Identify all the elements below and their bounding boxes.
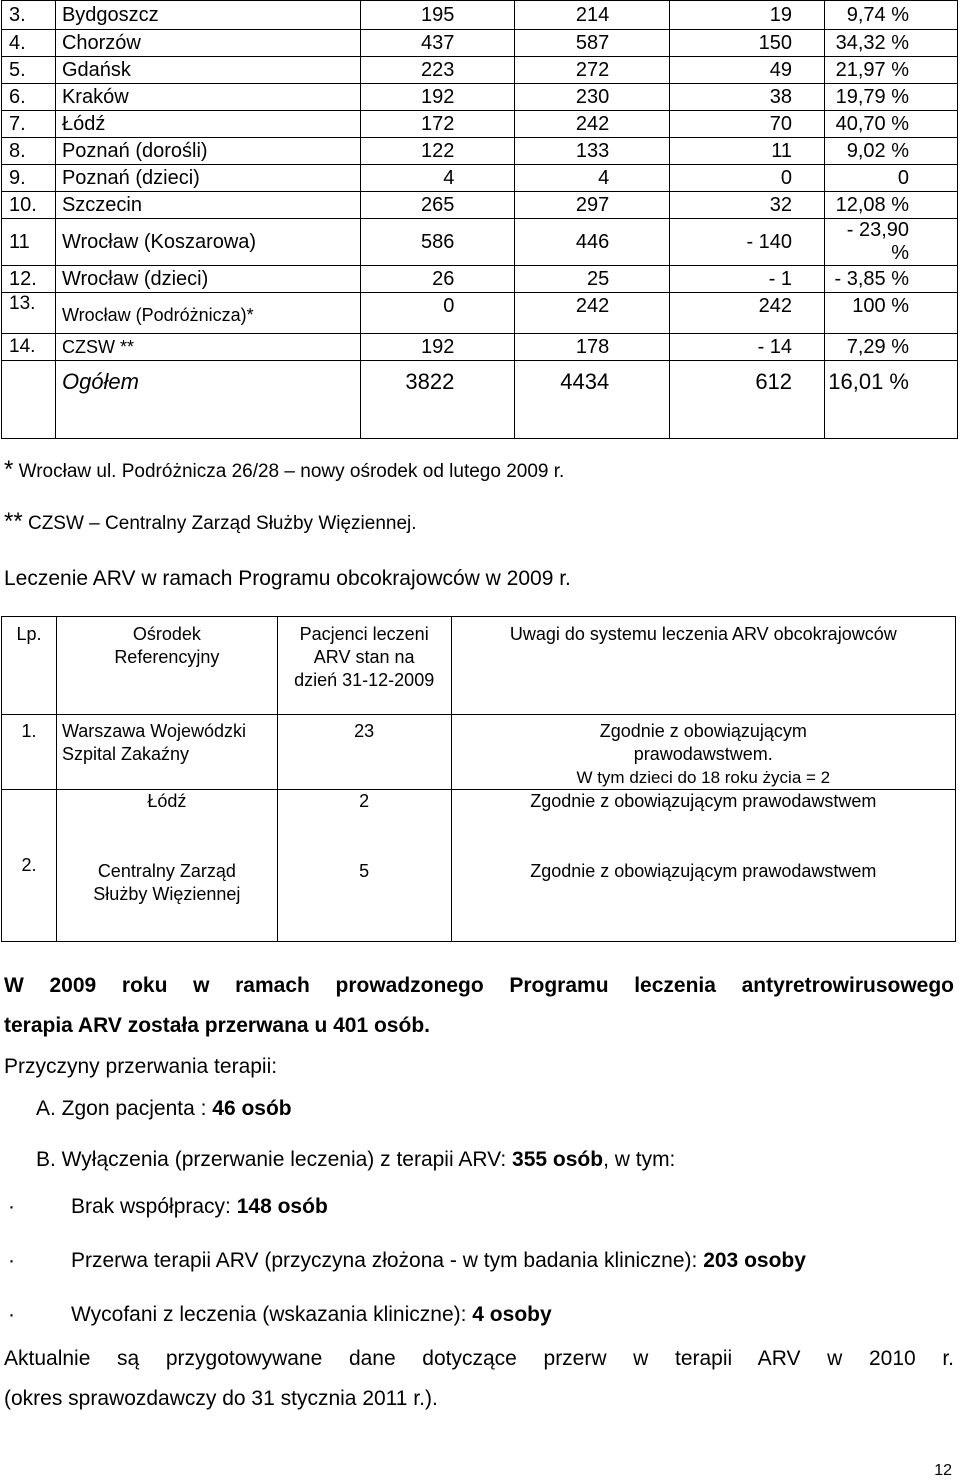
cell-value-diff: - 1 (670, 266, 825, 293)
cell-total-diff: 612 (670, 361, 825, 439)
table-row (2, 30, 958, 57)
cell-value-pct: 34,32 % (825, 30, 958, 57)
cell-value-2009: 172 (360, 111, 515, 138)
section-heading: Leczenie ARV w ramach Programu obcokrajowców w 2009 r. (4, 567, 571, 590)
footnote-1-text: Wrocław ul. Podróżnicza 26/28 – nowy ośrodek od lutego 2009 r. (18, 461, 565, 482)
cell-name: Gdańsk (55, 57, 360, 84)
cell-value-2010: 587 (515, 30, 670, 57)
cell-name: CZSW ** (55, 334, 360, 361)
cell-value-2009: 4 (360, 165, 515, 192)
row1-uwagi: Zgodnie z obowiązującym prawodawstwem. W tym dzieci do 18 roku życia = 2 (451, 715, 955, 790)
cell-value-pct: 0 (825, 165, 958, 192)
cell-lp: 11 (2, 219, 56, 266)
cell-total-pct: 16,01 % (825, 361, 958, 439)
table-row (2, 138, 958, 165)
cell-value-pct: - 23,90 % (825, 219, 958, 266)
cell-value-2009: 26 (360, 266, 515, 293)
causes-title: Przyczyny przerwania terapii: (4, 1055, 278, 1078)
cell-value-pct: 9,74 % (825, 1, 958, 30)
cell-value-2010: 297 (515, 192, 670, 219)
table-row (2, 192, 958, 219)
cell-value-pct: 7,29 % (825, 334, 958, 361)
cell-total-2009: 3822 (360, 361, 515, 439)
cell-name: Szczecin (55, 192, 360, 219)
cell-value-2010: 242 (515, 293, 670, 334)
cell-total-label: Ogółem (55, 361, 360, 439)
cell-value-2010: 178 (515, 334, 670, 361)
cell-lp: 3. (2, 1, 56, 30)
header-lp: Lp. (2, 617, 57, 715)
cell-value-pct: - 3,85 % (825, 266, 958, 293)
table2-header-row (2, 617, 956, 715)
cell-value-pct: 21,97 % (825, 57, 958, 84)
cell-value-2010: 446 (515, 219, 670, 266)
closing-line-2: (okres sprawozdawczy do 31 stycznia 2011 r.). (4, 1387, 438, 1410)
cell-lp: 6. (2, 84, 56, 111)
cell-value-2010: 133 (515, 138, 670, 165)
cause-item-2: · Przerwa terapii ARV (przyczyna złożona - w tym badania kliniczne): 203 osoby (8, 1249, 806, 1272)
summary-line-2: terapia ARV została przerwana u 401 osób. (4, 1014, 430, 1037)
header-osrodek: Ośrodek Referencyjny (56, 617, 277, 715)
row1-lp: 1. (2, 715, 57, 790)
cell-value-diff: 0 (670, 165, 825, 192)
cell-value-diff: 32 (670, 192, 825, 219)
hospital-stats-table (1, 0, 958, 439)
cell-name: Wrocław (Koszarowa) (55, 219, 360, 266)
row2-osrodek: Łódź Centralny Zarząd Służby Więziennej (56, 790, 277, 942)
cell-name: Chorzów (55, 30, 360, 57)
total-row (2, 361, 958, 439)
cell-lp: 5. (2, 57, 56, 84)
cell-value-2010: 230 (515, 84, 670, 111)
cell-value-pct: 19,79 % (825, 84, 958, 111)
row2-uwagi: Zgodnie z obowiązującym prawodawstwem Zgodnie z obowiązującym prawodawstwem (451, 790, 955, 942)
table-row (2, 165, 958, 192)
cell-lp: 8. (2, 138, 56, 165)
cell-blank (2, 361, 56, 439)
cell-value-2009: 122 (360, 138, 515, 165)
footnote-2-mark: ** (4, 508, 23, 535)
cause-b: B. Wyłączenia (przerwanie leczenia) z terapii ARV: 355 osób, w tym: (36, 1148, 676, 1171)
cell-value-2010: 214 (515, 1, 670, 30)
row2-count: 2 5 (277, 790, 451, 942)
table-row (2, 111, 958, 138)
page-number: 12 (934, 1462, 952, 1479)
cell-value-2010: 272 (515, 57, 670, 84)
cell-lp: 4. (2, 30, 56, 57)
header-pacjenci: Pacjenci leczeni ARV stan na dzień 31-12-2009 (277, 617, 451, 715)
table-row (2, 1, 958, 30)
summary-line-1: W 2009 roku w ramach prowadzonego Programu leczenia antyretrowirusowego (4, 974, 954, 997)
row1-osrodek: Warszawa Wojewódzki Szpital Zakaźny (56, 715, 277, 790)
cell-value-diff: 150 (670, 30, 825, 57)
cell-value-2009: 0 (360, 293, 515, 334)
header-uwagi: Uwagi do systemu leczenia ARV obcokrajowców (451, 617, 955, 715)
cause-item-3: · Wycofani z leczenia (wskazania kliniczne): 4 osoby (8, 1303, 552, 1326)
row2-lp: 2. (2, 790, 57, 942)
cell-name: Wrocław (dzieci) (55, 266, 360, 293)
table-row (2, 219, 958, 266)
cell-lp: 13. (2, 293, 56, 334)
cell-value-2009: 265 (360, 192, 515, 219)
cell-value-diff: 70 (670, 111, 825, 138)
cell-value-diff: 19 (670, 1, 825, 30)
cell-name: Łódź (55, 111, 360, 138)
table-row (2, 84, 958, 111)
cell-value-diff: 242 (670, 293, 825, 334)
footnote-2 (4, 508, 417, 536)
cell-value-2010: 242 (515, 111, 670, 138)
cause-a: A. Zgon pacjenta : 46 osób (36, 1097, 292, 1120)
cell-value-2009: 195 (360, 1, 515, 30)
cell-name: Wrocław (Podróżnicza)* (55, 293, 360, 334)
cell-lp: 7. (2, 111, 56, 138)
cell-value-2010: 25 (515, 266, 670, 293)
closing-line-1: Aktualnie są przygotowywane dane dotyczące przerw w terapii ARV w 2010 r. (4, 1347, 954, 1370)
cell-value-2009: 192 (360, 334, 515, 361)
footnote-1 (4, 456, 564, 484)
footnote-1-mark: * (4, 456, 14, 483)
cell-value-2009: 192 (360, 84, 515, 111)
cell-total-2010: 4434 (515, 361, 670, 439)
cell-lp: 12. (2, 266, 56, 293)
cell-lp: 9. (2, 165, 56, 192)
cell-value-diff: - 14 (670, 334, 825, 361)
table-row (2, 715, 956, 790)
hospital-stats-body (2, 1, 958, 439)
cell-value-2009: 437 (360, 30, 515, 57)
cell-lp: 14. (2, 334, 56, 361)
cause-item-1: · Brak współpracy: 148 osób (8, 1195, 328, 1218)
cell-value-diff: 49 (670, 57, 825, 84)
cell-value-diff: - 140 (670, 219, 825, 266)
cell-value-diff: 11 (670, 138, 825, 165)
cell-name: Poznań (dorośli) (55, 138, 360, 165)
cell-value-diff: 38 (670, 84, 825, 111)
cell-name: Kraków (55, 84, 360, 111)
table-row (2, 293, 958, 334)
table-row (2, 57, 958, 84)
cell-value-pct: 9,02 % (825, 138, 958, 165)
footnote-2-text: CZSW – Centralny Zarząd Służby Więziennej. (27, 513, 417, 534)
foreigners-arv-table (1, 616, 956, 942)
table-row (2, 790, 956, 942)
cell-name: Bydgoszcz (55, 1, 360, 30)
cell-value-2009: 586 (360, 219, 515, 266)
cell-lp: 10. (2, 192, 56, 219)
table-row (2, 266, 958, 293)
cell-value-2010: 4 (515, 165, 670, 192)
cell-value-pct: 12,08 % (825, 192, 958, 219)
table-row (2, 334, 958, 361)
cell-value-pct: 100 % (825, 293, 958, 334)
cell-name: Poznań (dzieci) (55, 165, 360, 192)
cell-value-pct: 40,70 % (825, 111, 958, 138)
row1-count: 23 (277, 715, 451, 790)
cell-value-2009: 223 (360, 57, 515, 84)
